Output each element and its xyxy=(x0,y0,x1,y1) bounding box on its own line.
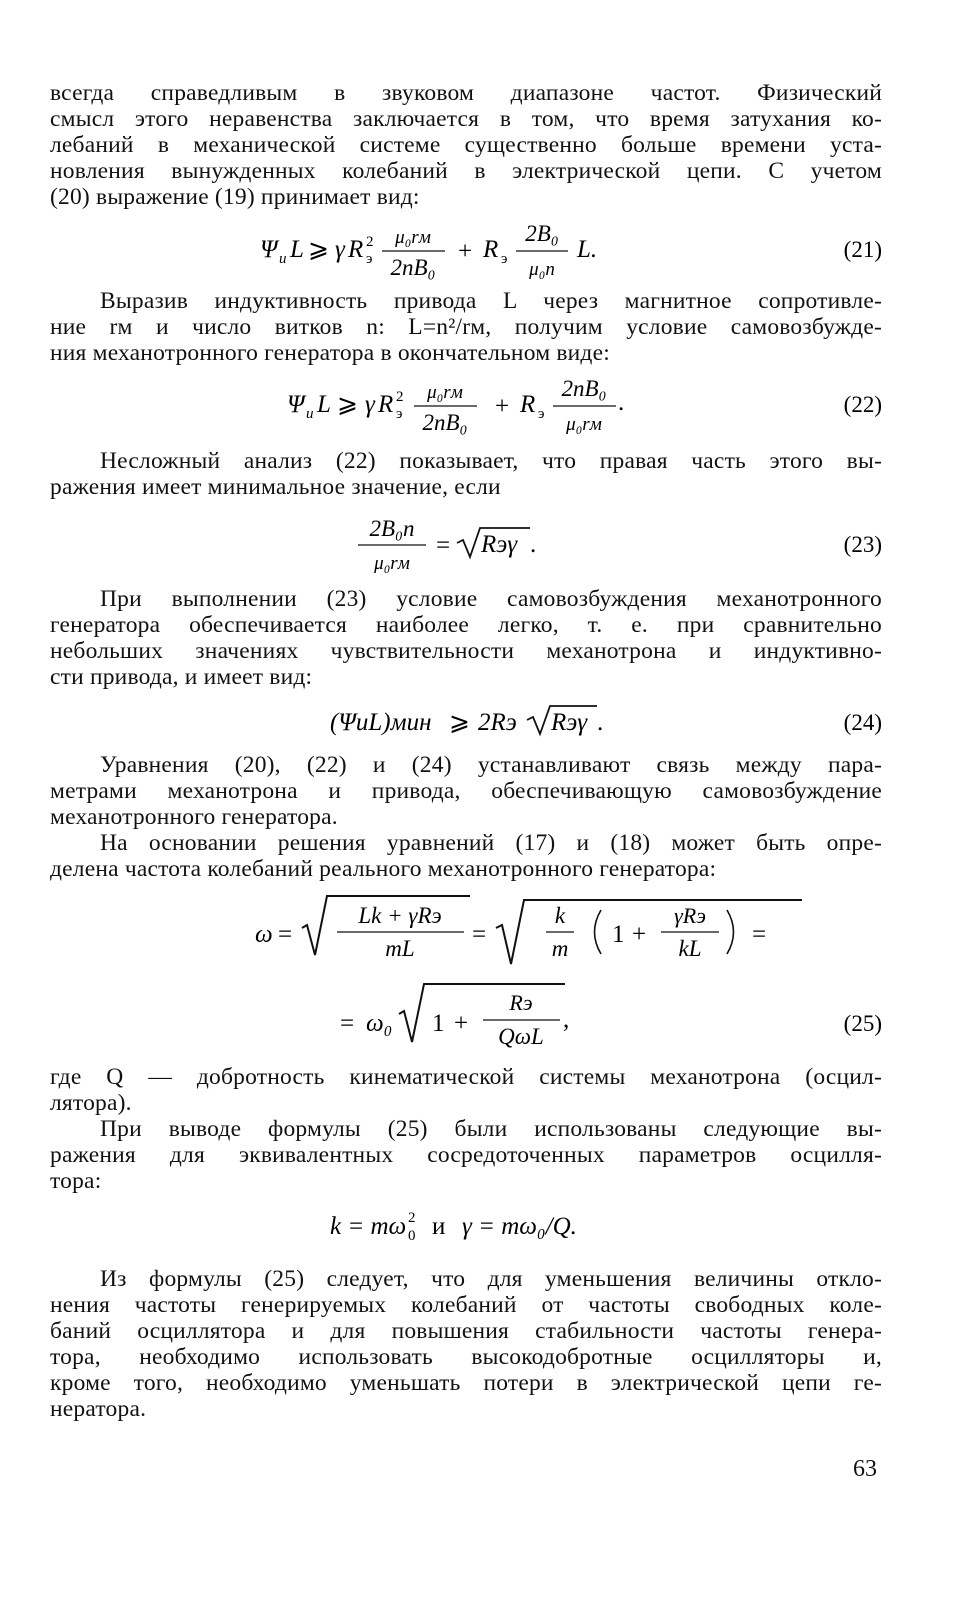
eq-params-sup2: 2 xyxy=(408,1210,416,1226)
eq21-frac1-den: 2nB₀ xyxy=(390,255,436,280)
eq22-sub-e2: э xyxy=(538,406,545,422)
text-line: тора, необходимо использовать высокодобротные осцилляторы и, xyxy=(50,1344,882,1370)
eq23-radicand: Rэγ xyxy=(481,531,518,558)
paragraph-9 xyxy=(50,1266,882,1422)
text-line: На основании решения уравнений (17) и (18) может быть опре- xyxy=(100,830,882,856)
text-line: (20) выражение (19) принимает вид: xyxy=(50,184,420,210)
eq21-R: R xyxy=(348,236,364,263)
eq25-one: 1 xyxy=(612,921,625,948)
eq25-b-den: m xyxy=(551,936,569,961)
eq24-radicand: Rэγ xyxy=(551,709,588,736)
eq25-equals: = xyxy=(278,921,293,948)
eq23-tail: . xyxy=(530,531,537,558)
eq22-plus: + xyxy=(495,393,510,420)
text-line: ние rм и число витков n: L=n²/rм, получим условие самовозбужде- xyxy=(50,314,882,340)
equation-24-formula xyxy=(50,690,882,752)
eq25-a-den: mL xyxy=(385,936,415,961)
eq24-geq: ⩾ xyxy=(449,709,470,736)
eq25-one-2: 1 xyxy=(432,1010,445,1037)
paragraph-3 xyxy=(50,448,882,500)
text-line: Выразив индуктивность привода L через магнитное сопротивле- xyxy=(100,288,882,314)
eq22-L: L xyxy=(317,391,331,418)
eq25-c-den: kL xyxy=(678,936,702,961)
text-line: лебаний в механической системе существенно больше времени уста- xyxy=(50,132,882,158)
page-body xyxy=(50,80,882,1422)
paragraph-4 xyxy=(50,586,882,690)
text-line: где Q — добротность кинематической системы механотрона (осцил- xyxy=(50,1064,882,1090)
eq21-frac2-num: 2B₀ xyxy=(525,221,559,246)
eq22-gamma: γ xyxy=(365,391,375,418)
eq22-tail: . xyxy=(618,389,625,416)
eq21-frac1-num: μ₀rм xyxy=(395,227,431,248)
text-line: новления вынужденных колебаний в электрической цепи. С учетом xyxy=(50,158,882,184)
eq-params-conj: и xyxy=(432,1213,446,1240)
equation-params xyxy=(50,1194,882,1260)
eq24-lhs: (ΨuL)мин xyxy=(330,709,432,736)
eq22-frac2-num: 2nB₀ xyxy=(561,376,607,401)
text-line: При выводе формулы (25) были использованы следующие вы- xyxy=(100,1116,882,1142)
eq21-geq: ⩾ xyxy=(308,236,329,263)
eq25-equals-4: = xyxy=(340,1010,355,1037)
text-line: Несложный анализ (22) показывает, что правая часть этого вы- xyxy=(100,448,882,474)
eq25-comma: , xyxy=(563,1006,570,1033)
eq22-sub-e: э xyxy=(396,406,403,422)
paragraph-5 xyxy=(50,752,882,830)
eq22-geq: ⩾ xyxy=(337,391,358,418)
text-line: сти привода, и имеет вид: xyxy=(50,664,313,690)
eq25-d-den: QωL xyxy=(498,1024,544,1049)
eq25-c-num: γRэ xyxy=(674,903,706,928)
text-line: делена частота колебаний реального механотронного генератора: xyxy=(50,856,717,882)
eq21-sub-e: э xyxy=(366,251,373,267)
eq23-num: 2B₀n xyxy=(369,516,415,541)
equation-22 xyxy=(50,366,882,448)
paragraph-8 xyxy=(50,1116,882,1194)
eq25-plus-2: + xyxy=(454,1010,469,1037)
equation-21 xyxy=(50,210,882,290)
eq22-frac2-den: μ₀rм xyxy=(566,414,602,435)
text-line: всегда справедливым в звуковом диапазоне частот. Физический xyxy=(50,80,882,106)
equation-25-formula xyxy=(50,882,882,1058)
eq22-R: R xyxy=(378,391,394,418)
equation-number: (25) xyxy=(843,1011,882,1036)
equation-number: (21) xyxy=(843,237,882,262)
eq22-frac1-num: μ₀rм xyxy=(427,382,463,403)
eq22-sub-u: u xyxy=(306,406,314,422)
text-line: небольших значениях чувствительности механотрона и индуктивно- xyxy=(50,638,882,664)
eq21-sub-u: u xyxy=(279,251,287,267)
left-paren xyxy=(595,910,602,954)
text-line: лятора). xyxy=(50,1090,132,1116)
eq21-frac2-den: μ₀n xyxy=(529,259,555,280)
text-line: механотронного генератора. xyxy=(50,804,338,830)
text-line: смысл этого неравенства заключается в том, что время затухания ко- xyxy=(50,106,882,132)
eq25-equals-3: = xyxy=(752,921,767,948)
text-line: генератора обеспечивается наиболее легко, т. е. при сравнительно xyxy=(50,612,882,638)
eq22-R2: R xyxy=(520,391,536,418)
eq25-omega0: ω₀ xyxy=(366,1010,393,1037)
eq21-R2: R xyxy=(483,236,499,263)
text-line: нератора. xyxy=(50,1396,147,1422)
text-line: ражения имеет минимальное значение, если xyxy=(50,474,501,500)
eq25-a-num: Lk + γRэ xyxy=(358,903,442,928)
eq25-omega: ω xyxy=(255,921,273,948)
paragraph-7 xyxy=(50,1064,882,1116)
eq-params-text2: γ = mω₀/Q. xyxy=(462,1213,577,1240)
eq-params-sub0: 0 xyxy=(408,1228,416,1244)
text-line: Уравнения (20), (22) и (24) устанавливают связь между пара- xyxy=(100,752,882,778)
equation-23-formula xyxy=(50,500,882,586)
text-line: баний осциллятора и для повышения стабильности частоты генера- xyxy=(50,1318,882,1344)
eq23-den: μ₀rм xyxy=(374,553,410,574)
equation-number: (24) xyxy=(843,710,882,735)
eq22-sup-2: 2 xyxy=(396,389,404,405)
eq21-L: L xyxy=(290,236,304,263)
equation-21-formula xyxy=(50,210,882,290)
eq22-frac1-den: 2nB₀ xyxy=(422,410,468,435)
equation-22-formula xyxy=(50,366,882,448)
eq21-sup-2: 2 xyxy=(366,234,374,250)
eq-params-text1: k = mω xyxy=(330,1213,407,1240)
eq25-b-num: k xyxy=(554,903,566,928)
eq21-tail: L. xyxy=(577,236,598,263)
eq22-psi: Ψ xyxy=(287,391,305,418)
text-line: метрами механотрона и привода, обеспечивающую самовозбуждение xyxy=(50,778,882,804)
eq23-equals: = xyxy=(436,532,451,559)
equation-24 xyxy=(50,690,882,752)
eq21-sub-e2: э xyxy=(501,251,508,267)
eq21-plus: + xyxy=(458,238,473,265)
eq21-psi: Ψ xyxy=(260,236,278,263)
eq21-gamma: γ xyxy=(335,236,345,263)
paragraph-2 xyxy=(50,288,882,366)
equation-number: (22) xyxy=(843,392,882,417)
page-number: 63 xyxy=(853,1456,877,1482)
eq25-equals-2: = xyxy=(472,921,487,948)
equation-number: (23) xyxy=(843,532,882,557)
eq25-plus: + xyxy=(632,921,647,948)
text-line: ния механотронного генератора в окончательном виде: xyxy=(50,340,610,366)
text-line: ражения для эквивалентных сосредоточенных параметров осцилля- xyxy=(50,1142,882,1168)
equation-25 xyxy=(50,882,882,1058)
equation-params-formula xyxy=(50,1194,882,1260)
paragraph-1 xyxy=(50,80,882,210)
right-paren xyxy=(727,910,734,954)
text-line: тора: xyxy=(50,1168,102,1194)
equation-23 xyxy=(50,500,882,586)
eq25-d-num: Rэ xyxy=(509,990,533,1015)
text-line: нения частоты генерируемых колебаний от частоты свободных коле- xyxy=(50,1292,882,1318)
text-line: При выполнении (23) условие самовозбуждения механотронного xyxy=(100,586,882,612)
paragraph-6 xyxy=(50,830,882,882)
eq24-rhs: 2Rэ xyxy=(478,709,517,736)
eq24-tail: . xyxy=(597,709,604,736)
text-line: Из формулы (25) следует, что для уменьшения величины откло- xyxy=(100,1266,882,1292)
text-line: кроме того, необходимо уменьшать потери в электрической цепи ге- xyxy=(50,1370,882,1396)
